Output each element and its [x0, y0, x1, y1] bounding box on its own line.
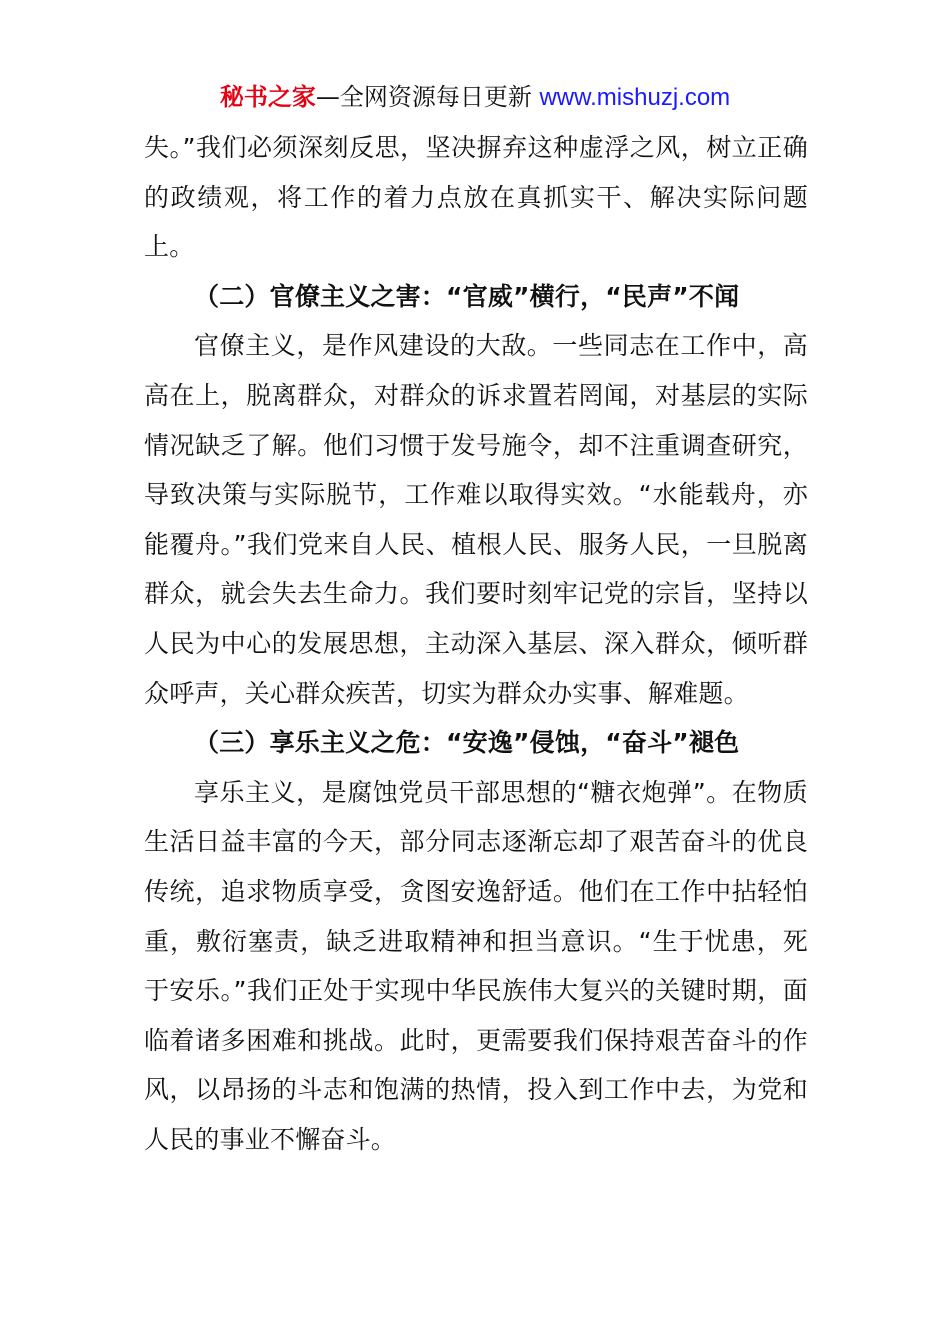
continued-paragraph: 失。”我们必须深刻反思，坚决摒弃这种虚浮之风，树立正确的政绩观，将工作的着力点放在真抓实干、解决实际问题上。 [144, 133, 808, 262]
site-tagline: —全网资源每日更新 [315, 83, 540, 111]
document-body [144, 123, 808, 1164]
section-paragraph-2: 官僚主义，是作风建设的大敌。一些同志在工作中，高高在上，脱离群众，对群众的诉求置若罔闻，对基层的实际情况缺乏了解。他们习惯于发号施令，却不注重调查研究，导致决策与实际脱节，工作难以取得实效。“水能载舟，亦能覆舟。”我们党来自人民、植根人民、服务人民，一旦脱离群众，就会失去生命力。我们要时刻牢记党的宗旨，坚持以人民为中心的发展思想，主动深入基层、深入群众，倾听群众呼声，关心群众疾苦，切实为群众办实事、解难题。 [144, 331, 808, 708]
site-url-link[interactable]: www.mishuzj.com [539, 84, 731, 111]
site-brand: 秘书之家 [219, 83, 316, 111]
site-header [0, 80, 950, 115]
section-heading-2: （二）官僚主义之害：“官威”横行，“民声”不闻 [194, 281, 740, 311]
section-paragraph-3: 享乐主义，是腐蚀党员干部思想的“糖衣炮弹”。在物质生活日益丰富的今天，部分同志逐渐忘却了艰苦奋斗的优良传统，追求物质享受，贪图安逸舒适。他们在工作中拈轻怕重，敷衍塞责，缺乏进取精神和担当意识。“生于忧患，死于安乐。”我们正处于实现中华民族伟大复兴的关键时期，面临着诸多困难和挑战。此时，更需要我们保持艰苦奋斗的作风，以昂扬的斗志和饱满的热情，投入到工作中去，为党和人民的事业不懈奋斗。 [144, 777, 808, 1154]
section-heading-3: （三）享乐主义之危：“安逸”侵蚀，“奋斗”褪色 [194, 728, 740, 758]
